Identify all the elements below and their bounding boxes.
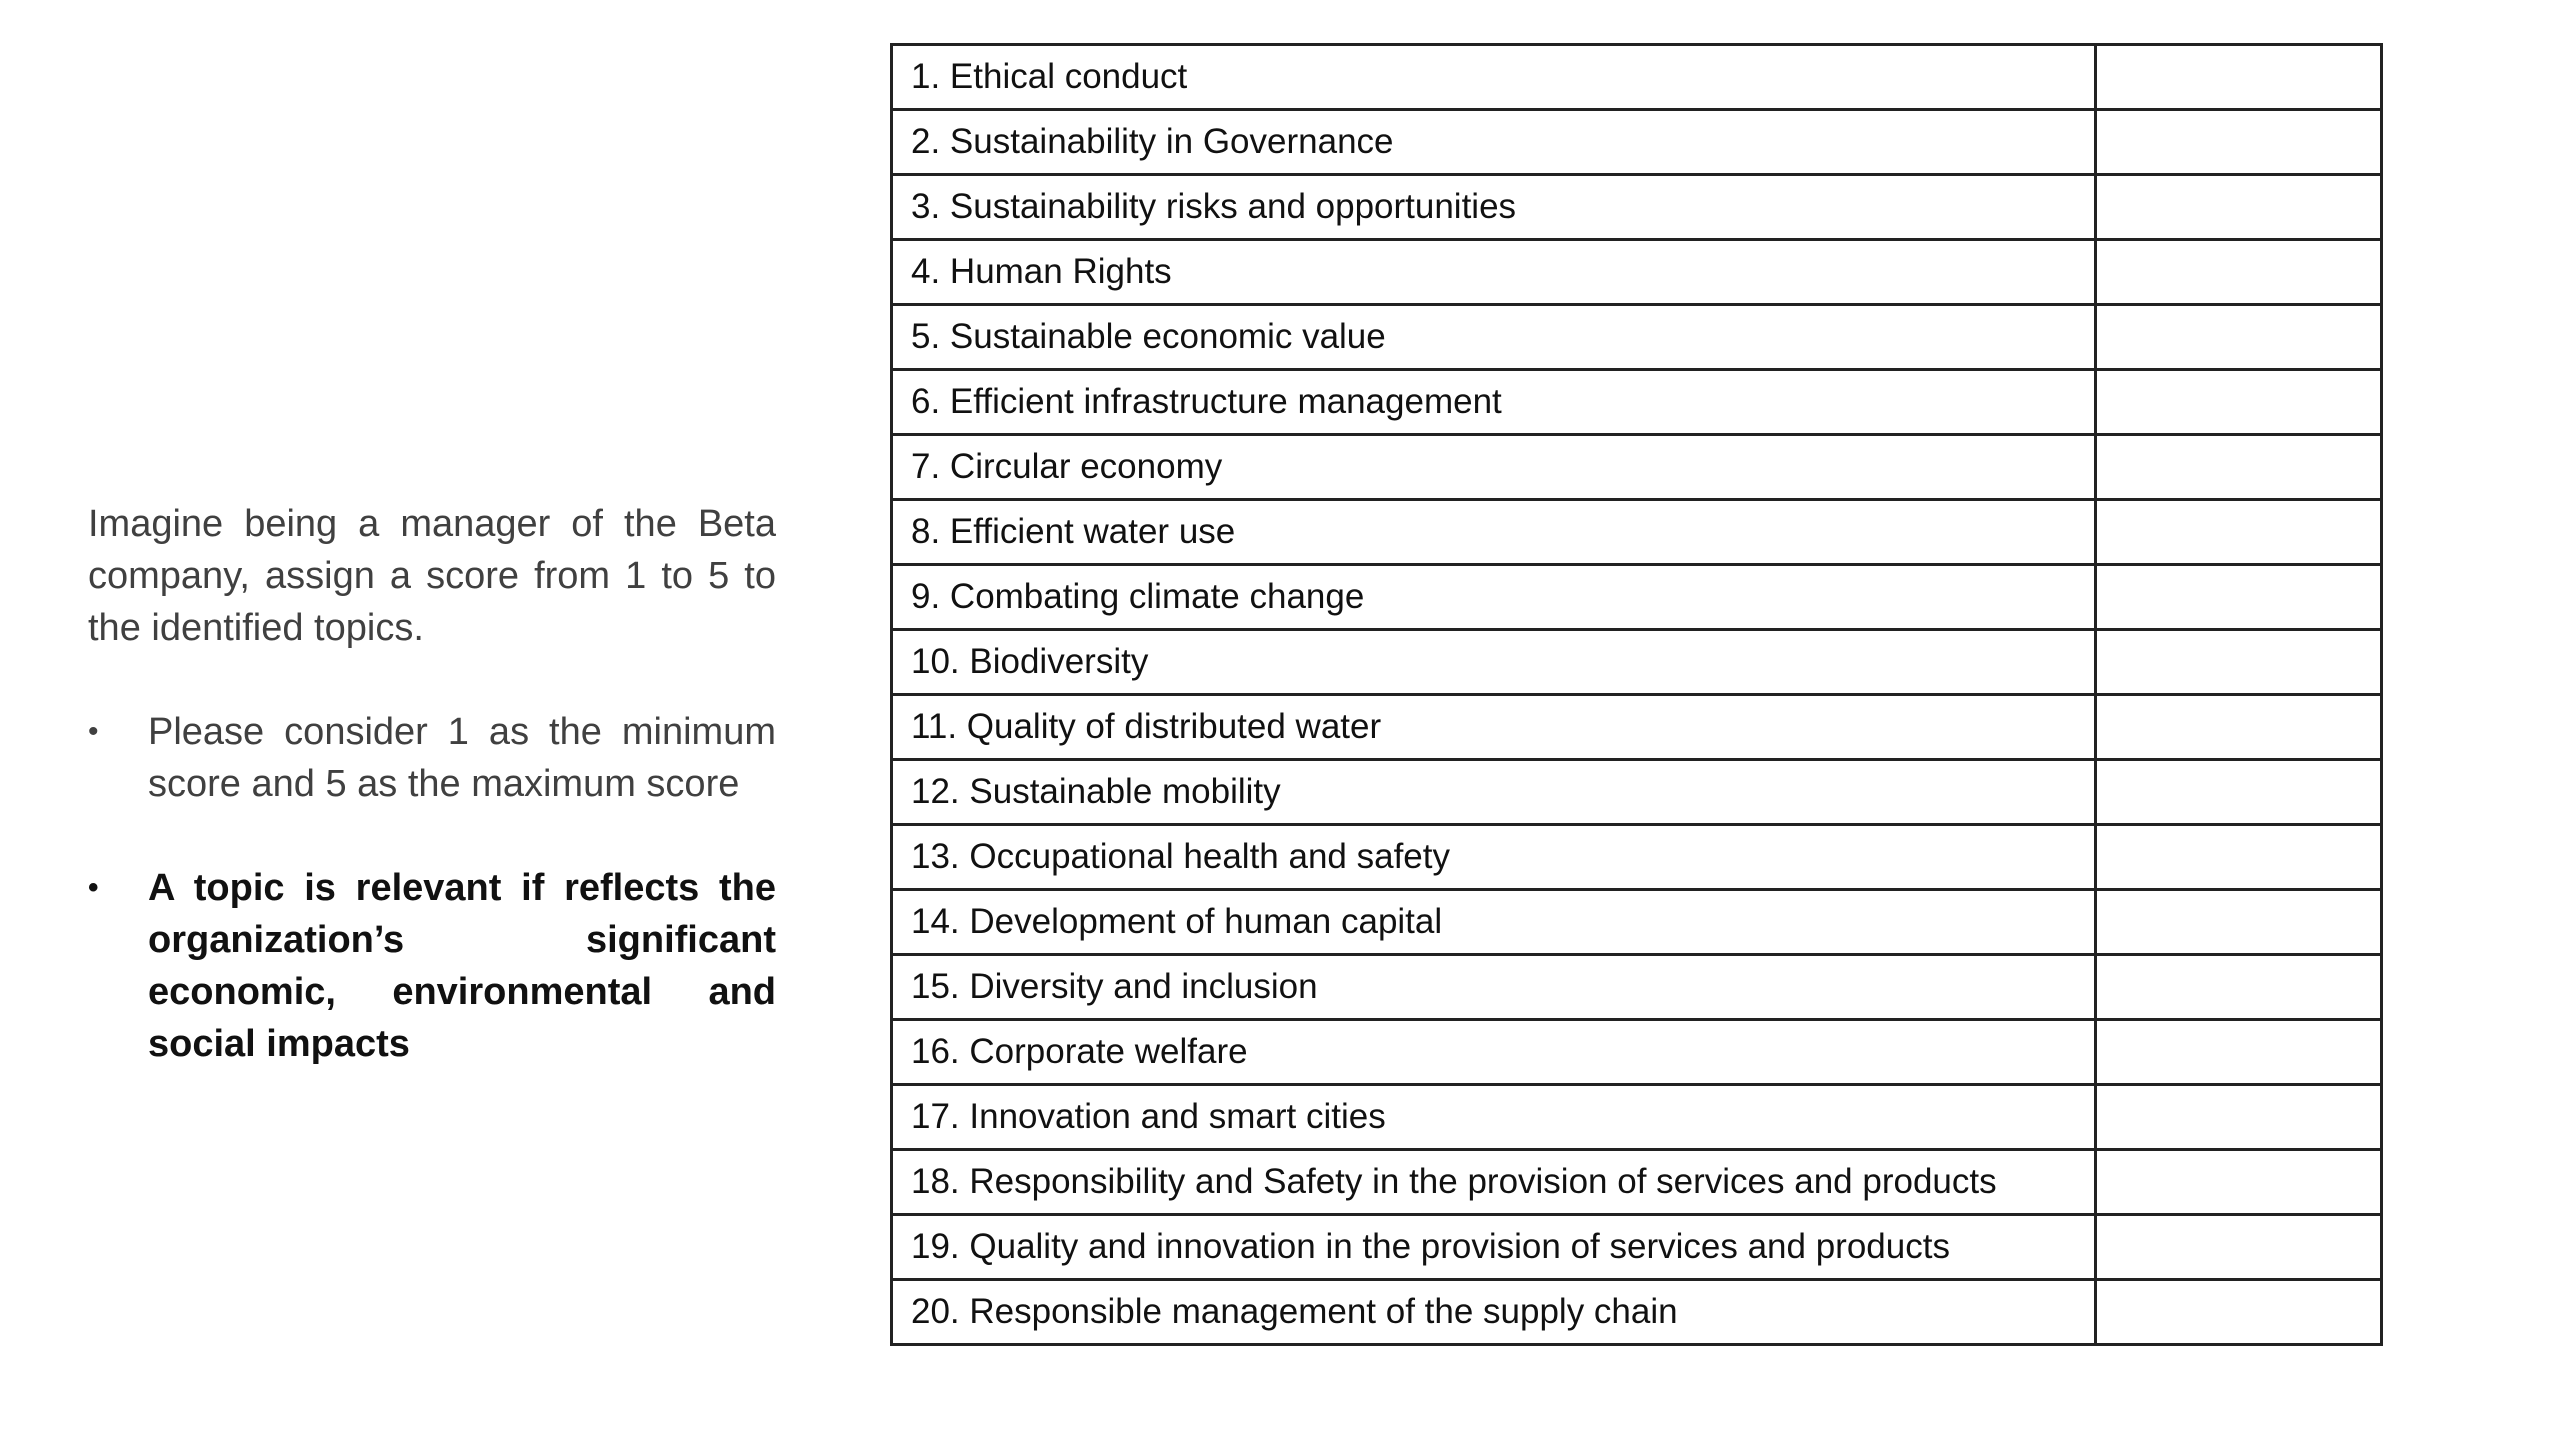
table-row bbox=[892, 305, 2382, 370]
topic-cell: 8. Efficient water use bbox=[892, 500, 2096, 565]
bullet-text: Please consider 1 as the minimum score and 5 as the maximum score bbox=[148, 711, 776, 805]
bullet-item-relevance bbox=[88, 862, 776, 1070]
topic-cell: 11. Quality of distributed water bbox=[892, 695, 2096, 760]
bullet-dot: • bbox=[88, 871, 99, 904]
table-row bbox=[892, 630, 2382, 695]
table-row bbox=[892, 500, 2382, 565]
table-row bbox=[892, 955, 2382, 1020]
intro-text: Imagine being a manager of the Beta company, assign a score from 1 to 5 to the identified topics. bbox=[88, 503, 776, 649]
score-cell[interactable] bbox=[2096, 370, 2382, 435]
topic-cell: 4. Human Rights bbox=[892, 240, 2096, 305]
score-cell[interactable] bbox=[2096, 1215, 2382, 1280]
score-cell[interactable] bbox=[2096, 1020, 2382, 1085]
topic-cell: 17. Innovation and smart cities bbox=[892, 1085, 2096, 1150]
table-row bbox=[892, 1280, 2382, 1345]
table-row bbox=[892, 435, 2382, 500]
table-row bbox=[892, 175, 2382, 240]
score-cell[interactable] bbox=[2096, 630, 2382, 695]
score-cell[interactable] bbox=[2096, 1150, 2382, 1215]
score-cell[interactable] bbox=[2096, 955, 2382, 1020]
topic-cell: 16. Corporate welfare bbox=[892, 1020, 2096, 1085]
topic-cell: 20. Responsible management of the supply chain bbox=[892, 1280, 2096, 1345]
score-cell[interactable] bbox=[2096, 695, 2382, 760]
topic-cell: 12. Sustainable mobility bbox=[892, 760, 2096, 825]
topic-cell: 15. Diversity and inclusion bbox=[892, 955, 2096, 1020]
score-cell[interactable] bbox=[2096, 1085, 2382, 1150]
topic-cell: 1. Ethical conduct bbox=[892, 45, 2096, 110]
table-row bbox=[892, 370, 2382, 435]
bullet-text: A topic is relevant if reflects the organization’s significant economic, environmental and social impacts bbox=[148, 867, 776, 1065]
instructions-panel bbox=[88, 498, 776, 1070]
table-row bbox=[892, 890, 2382, 955]
score-cell[interactable] bbox=[2096, 305, 2382, 370]
score-cell[interactable] bbox=[2096, 45, 2382, 110]
topic-cell: 7. Circular economy bbox=[892, 435, 2096, 500]
table-row bbox=[892, 240, 2382, 305]
score-cell[interactable] bbox=[2096, 825, 2382, 890]
topic-cell: 6. Efficient infrastructure management bbox=[892, 370, 2096, 435]
table-row bbox=[892, 1020, 2382, 1085]
score-cell[interactable] bbox=[2096, 240, 2382, 305]
score-cell[interactable] bbox=[2096, 500, 2382, 565]
table-row bbox=[892, 1150, 2382, 1215]
score-cell[interactable] bbox=[2096, 760, 2382, 825]
topic-cell: 13. Occupational health and safety bbox=[892, 825, 2096, 890]
bullet-dot: • bbox=[88, 715, 99, 748]
bullet-item-score-range bbox=[88, 706, 776, 810]
topic-cell: 2. Sustainability in Governance bbox=[892, 110, 2096, 175]
instruction-bullets bbox=[88, 706, 776, 1070]
score-cell[interactable] bbox=[2096, 435, 2382, 500]
topics-score-table bbox=[890, 43, 2383, 1346]
topic-cell: 5. Sustainable economic value bbox=[892, 305, 2096, 370]
topic-cell: 19. Quality and innovation in the provision of services and products bbox=[892, 1215, 2096, 1280]
score-cell[interactable] bbox=[2096, 890, 2382, 955]
table-row bbox=[892, 565, 2382, 630]
table-row bbox=[892, 825, 2382, 890]
score-cell[interactable] bbox=[2096, 175, 2382, 240]
topic-cell: 3. Sustainability risks and opportunities bbox=[892, 175, 2096, 240]
table-row bbox=[892, 695, 2382, 760]
score-cell[interactable] bbox=[2096, 565, 2382, 630]
table-row bbox=[892, 760, 2382, 825]
topic-cell: 14. Development of human capital bbox=[892, 890, 2096, 955]
score-cell[interactable] bbox=[2096, 1280, 2382, 1345]
table-row bbox=[892, 1085, 2382, 1150]
topic-cell: 18. Responsibility and Safety in the provision of services and products bbox=[892, 1150, 2096, 1215]
score-cell[interactable] bbox=[2096, 110, 2382, 175]
table-row bbox=[892, 1215, 2382, 1280]
table-row bbox=[892, 110, 2382, 175]
table-row bbox=[892, 45, 2382, 110]
topic-cell: 9. Combating climate change bbox=[892, 565, 2096, 630]
topic-cell: 10. Biodiversity bbox=[892, 630, 2096, 695]
